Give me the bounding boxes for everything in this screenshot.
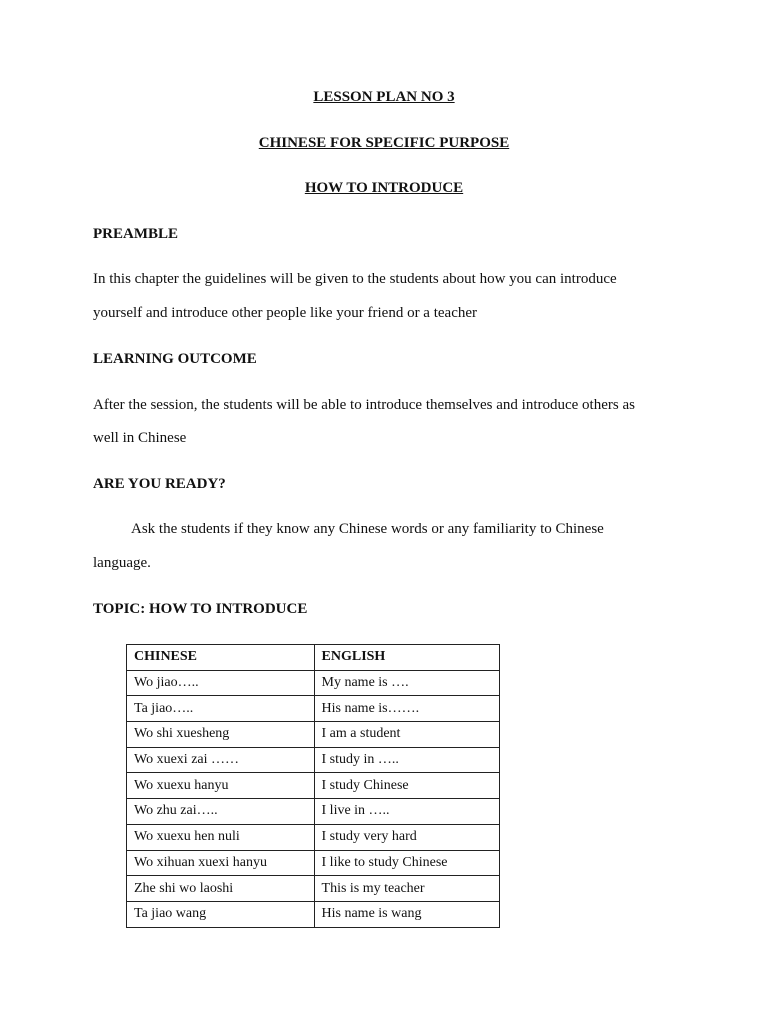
english-translation: My name is ….: [314, 670, 499, 696]
are-you-ready-text-line-1: Ask the students if they know any Chinese words or any familiarity to Chinese: [131, 521, 604, 537]
english-translation: I study Chinese: [314, 773, 499, 799]
english-translation: I am a student: [314, 722, 499, 748]
are-you-ready-text-line-2: language.: [93, 555, 151, 571]
learning-outcome-heading: LEARNING OUTCOME: [93, 351, 257, 367]
english-translation: His name is wang: [314, 901, 499, 927]
english-translation: I study in …..: [314, 747, 499, 773]
table-row: [127, 850, 500, 876]
course-subtitle: CHINESE FOR SPECIFIC PURPOSE: [258, 135, 510, 151]
table-row: [127, 799, 500, 825]
chinese-phrase: Wo xuexi zai ……: [127, 747, 315, 773]
preamble-heading: PREAMBLE: [93, 226, 179, 242]
english-translation: His name is…….: [314, 696, 499, 722]
preamble-text-line-2: yourself and introduce other people like your friend or a teacher: [93, 305, 478, 321]
table-row: [127, 696, 500, 722]
chinese-phrase: Wo zhu zai…..: [127, 799, 315, 825]
english-translation: This is my teacher: [314, 876, 499, 902]
english-translation: I study very hard: [314, 824, 499, 850]
english-translation: I like to study Chinese: [314, 850, 499, 876]
learning-outcome-text-line-2: well in Chinese: [93, 430, 187, 446]
chinese-phrase: Ta jiao wang: [127, 901, 315, 927]
table-row: [127, 722, 500, 748]
topic-heading: TOPIC: HOW TO INTRODUCE: [93, 601, 308, 617]
table-row: [127, 876, 500, 902]
chinese-phrase: Zhe shi wo laoshi: [127, 876, 315, 902]
chinese-phrase: Wo xihuan xuexi hanyu: [127, 850, 315, 876]
chinese-phrase: Wo jiao…..: [127, 670, 315, 696]
chinese-phrase: Ta jiao…..: [127, 696, 315, 722]
chinese-phrase: Wo xuexu hen nuli: [127, 824, 315, 850]
table-row: [127, 773, 500, 799]
table-row: [127, 901, 500, 927]
table-row: [127, 747, 500, 773]
learning-outcome-text-line-1: After the session, the students will be able to introduce themselves and introduce others as: [93, 397, 635, 413]
header-chinese: CHINESE: [127, 645, 315, 671]
header-english: ENGLISH: [314, 645, 499, 671]
table-header-row: [127, 645, 500, 671]
table-row: [127, 670, 500, 696]
vocabulary-table: [126, 644, 500, 928]
chinese-phrase: Wo xuexu hanyu: [127, 773, 315, 799]
english-translation: I live in …..: [314, 799, 499, 825]
lesson-plan-title: LESSON PLAN NO 3: [313, 89, 455, 105]
topic-title: HOW TO INTRODUCE: [304, 180, 464, 196]
chinese-phrase: Wo shi xuesheng: [127, 722, 315, 748]
preamble-text-line-1: In this chapter the guidelines will be given to the students about how you can introduce: [93, 271, 617, 287]
are-you-ready-heading: ARE YOU READY?: [93, 476, 226, 492]
table-row: [127, 824, 500, 850]
